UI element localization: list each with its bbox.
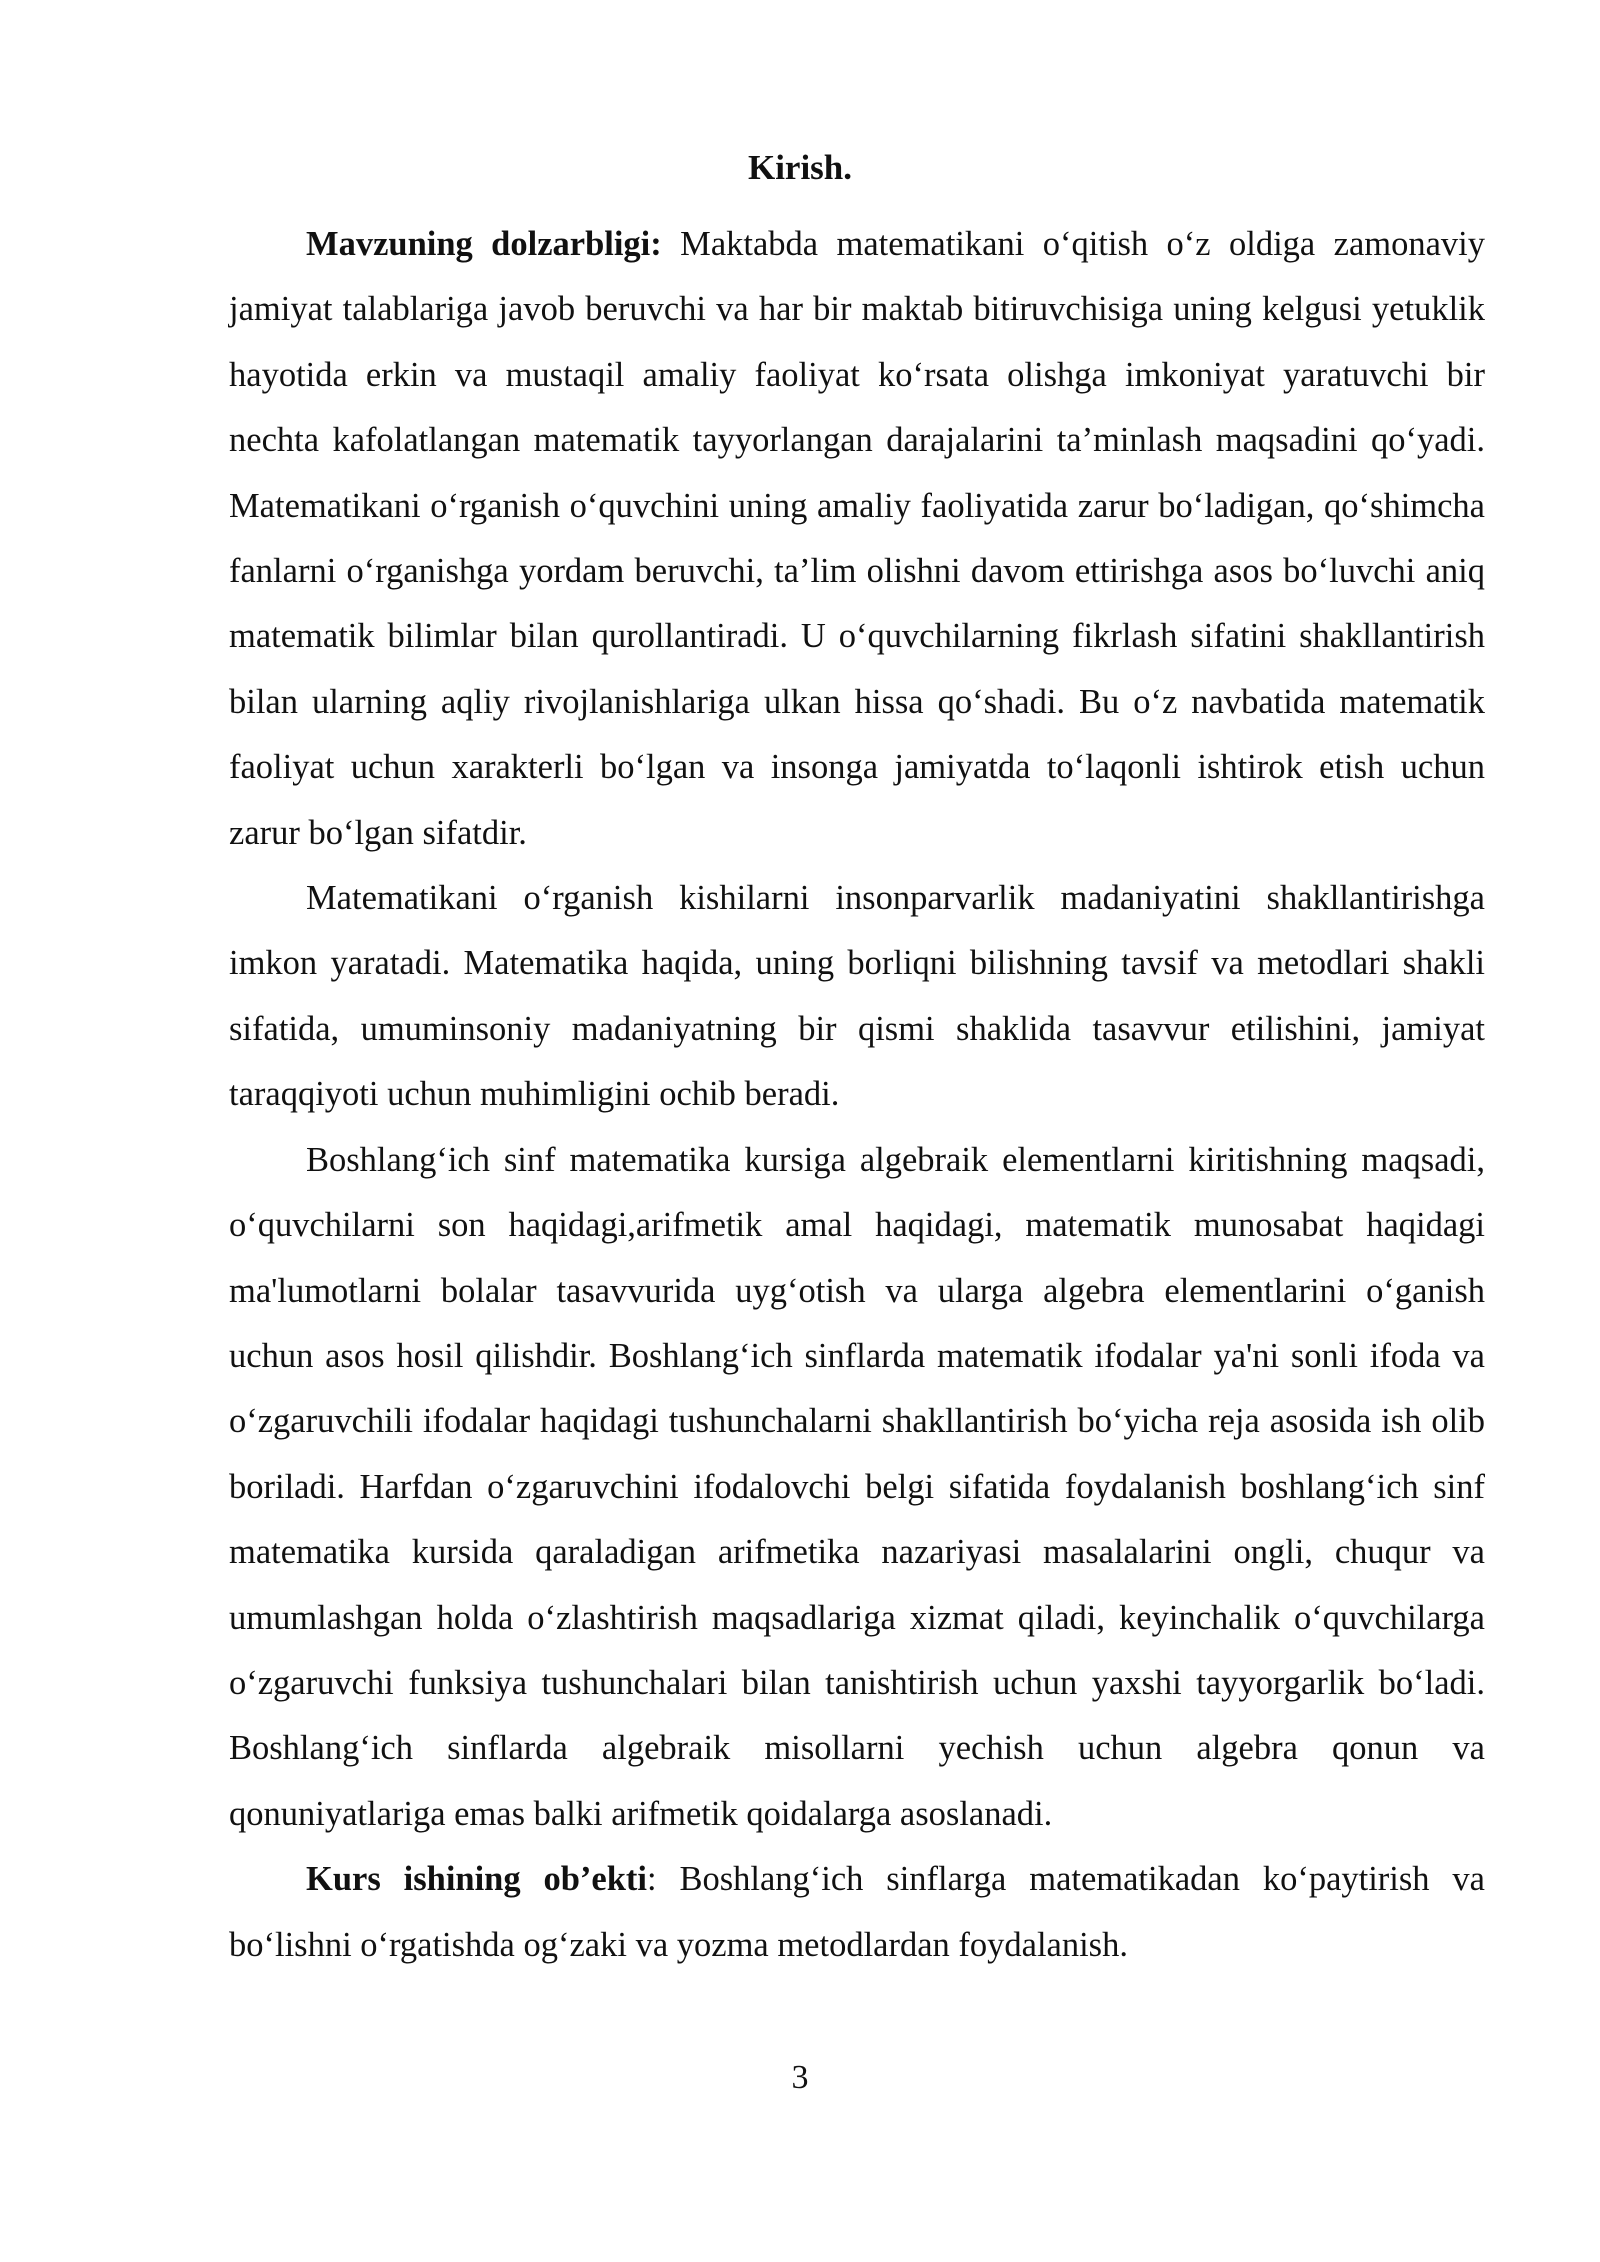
page-title: Kirish.: [747, 148, 853, 187]
paragraph-text: Matematikani o‘rganish kishilarni insonparvarlik madaniyatini shakllantirishga imkon yaratadi. Matematika haqida, uning borliqni bilishning tavsif va metodlari shakli sifatida, umuminsoniy madaniyatning bir qismi shaklida tasavvur etilishini, jamiyat taraqqiyoti uchun muhimligini ochib beradi.: [229, 879, 1485, 1114]
paragraph-lead: Kurs ishining ob’ekti: [306, 1860, 647, 1899]
paragraph-object: [229, 1847, 1485, 1978]
paragraph-algebra: [229, 1128, 1485, 1847]
paragraph-text: : Boshlang‘ich sinflarga matematikadan ko‘paytirish va bo‘lishni o‘rgatishda og‘zaki va yozma metodlardan foydalanish.: [229, 1860, 1485, 1964]
paragraph-text: Maktabda matematikani o‘qitish o‘z oldiga zamonaviy jamiyat talablariga javob beruvchi va har bir maktab bitiruvchisiga uning kelgusi yetuklik hayotida erkin va mustaqil amaliy faoliyat ko‘rsata olishga imkoniyat yaratuvchi bir nechta kafolatlangan matematik tayyorlangan darajalarini ta’minlash maqsadini qo‘yadi. Matematikani o‘rganish o‘quvchini uning amaliy faoliyatida zarur bo‘ladigan, qo‘shimcha fanlarni o‘rganishga yordam beruvchi, ta’lim olishni davom ettirishga asos bo‘luvchi aniq matematik bilimlar bilan qurollantiradi. U o‘quvchilarning fikrlash sifatini shakllantirish bilan ularning aqliy rivojlanishlariga ulkan hissa qo‘shadi. Bu o‘z navbatida matematik faoliyat uchun xarakterli bo‘lgan va insonga jamiyatda to‘laqonli ishtirok etish uchun zarur bo‘lgan sifatdir.: [229, 225, 1485, 852]
paragraph-culture: [229, 866, 1485, 1128]
paragraph-text: Boshlang‘ich sinf matematika kursiga algebraik elementlarni kiritishning maqsadi, o‘quvchilarni son haqidagi,arifmetik amal haqidagi, matematik munosabat haqidagi ma'lumotlarni bolalar tasavvurida uyg‘otish va ularga algebra elementlarini o‘ganish uchun asos hosil qilishdir. Boshlang‘ich sinflarda matematik ifodalar ya'ni sonli ifoda va o‘zgaruvchili ifodalar haqidagi tushunchalarni shakllantirish bo‘yicha reja asosida ish olib boriladi. Harfdan o‘zgaruvchini ifodalovchi belgi sifatida foydalanish boshlang‘ich sinf matematika kursida qaraladigan arifmetika nazariyasi masalalarini ongli, chuqur va umumlashgan holda o‘zlashtirish maqsadlariga xizmat qiladi, keyinchalik o‘quvchilarga o‘zgaruvchi funksiya tushunchalari bilan tanishtirish uchun yaxshi tayyorgarlik bo‘ladi. Boshlang‘ich sinflarda algebraik misollarni yechish uchun algebra qonun va qonuniyatlariga emas balki arifmetik qoidalarga asoslanadi.: [229, 1140, 1485, 1833]
page-number: 3: [791, 2059, 809, 2096]
body-text: [229, 212, 1485, 1978]
paragraph-relevance: [229, 212, 1485, 866]
paragraph-lead: Mavzuning dolzarbligi:: [306, 225, 662, 263]
